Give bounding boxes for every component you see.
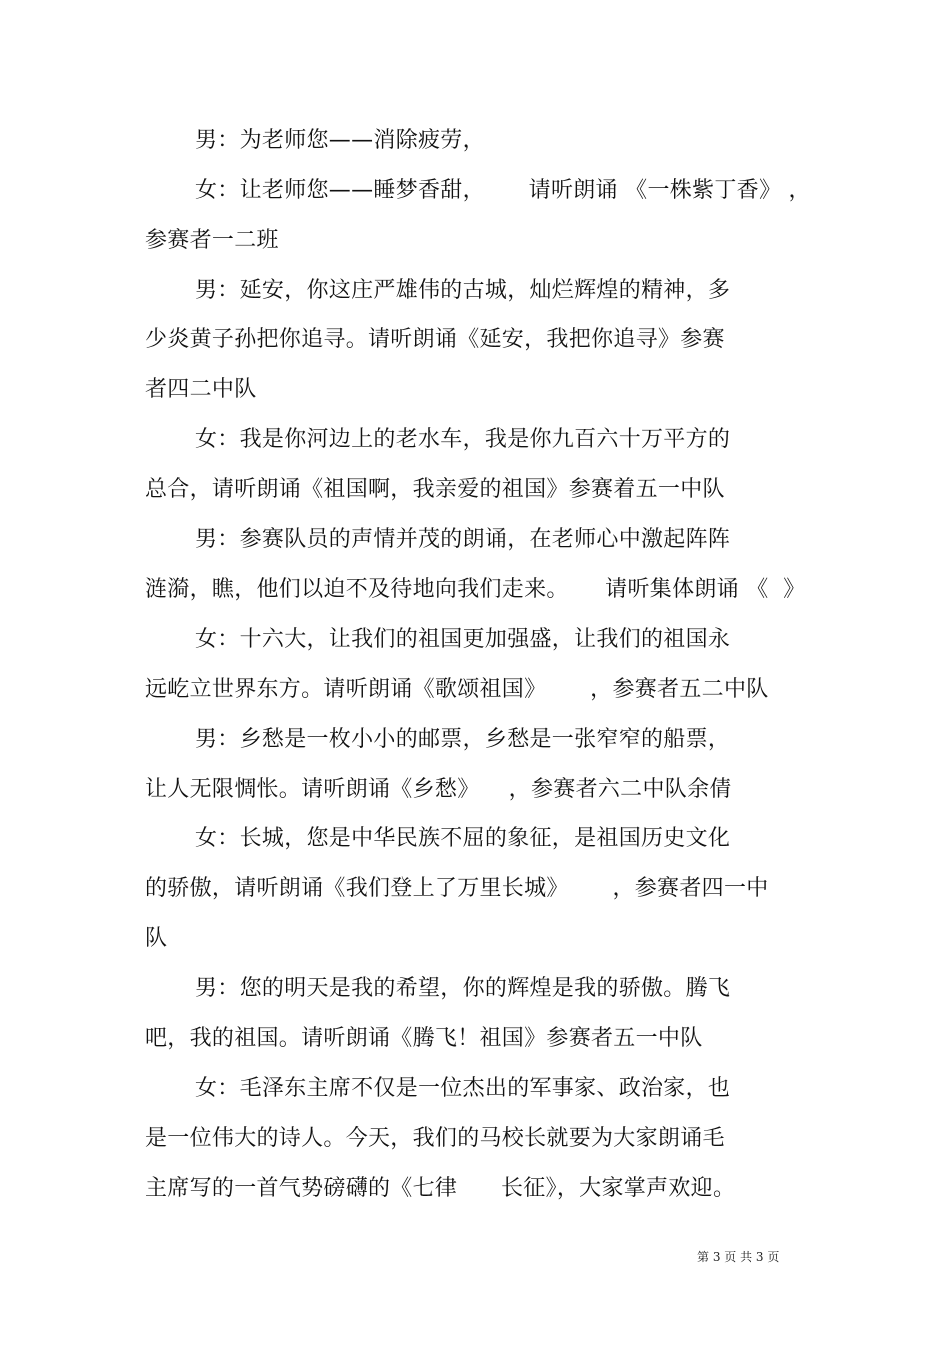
text-line: 男：为老师您——消除疲劳， [195,128,485,153]
text-line: 男：延安，你这庄严雄伟的古城，灿烂辉煌的精神，多 [195,278,731,303]
text-line: 女：我是你河边上的老水车，我是你九百六十万平方的 [195,427,731,452]
text-line: 主席写的一首气势磅礴的《七律 长征》，大家掌声欢迎。 [145,1176,736,1201]
text-line: 远屹立世界东方。请听朗诵《歌颂祖国》 ，参赛者五二中队 [145,677,769,702]
text-line: 者四二中队 [145,377,257,402]
text-line: 少炎黄子孙把你追寻。请听朗诵《延安，我把你追寻》参赛 [145,327,725,352]
text-line: 让人无限惆怅。请听朗诵《乡愁》 ，参赛者六二中队余倩 [145,777,732,802]
text-line: 女：让老师您——睡梦香甜， 请听朗诵 《一株紫丁香》 ， [195,178,811,203]
text-line: 的骄傲，请听朗诵《我们登上了万里长城》 ，参赛者四一中 [145,876,769,901]
text-line: 女：十六大，让我们的祖国更加强盛，让我们的祖国永 [195,627,731,652]
text-line: 涟漪，瞧，他们以迫不及待地向我们走来。 请听集体朗诵 《 》 [145,577,806,602]
text-line: 女：长城，您是中华民族不屈的象征，是祖国历史文化 [195,826,731,851]
text-line: 吧，我的祖国。请听朗诵《腾飞！祖国》参赛者五一中队 [145,1026,703,1051]
text-line: 女：毛泽东主席不仅是一位杰出的军事家、政治家，也 [195,1076,731,1101]
text-line: 男：参赛队员的声情并茂的朗诵，在老师心中激起阵阵 [195,527,731,552]
text-line: 男：乡愁是一枚小小的邮票，乡愁是一张窄窄的船票， [195,727,731,752]
text-line: 参赛者一二班 [145,228,279,253]
text-line: 男：您的明天是我的希望，你的辉煌是我的骄傲。腾飞 [195,976,731,1001]
page-number-footer: 第 3 页 共 3 页 [697,1250,780,1264]
text-line: 是一位伟大的诗人。今天，我们的马校长就要为大家朗诵毛 [145,1126,725,1151]
text-line: 队 [145,926,168,951]
text-line: 总合，请听朗诵《祖国啊，我亲爱的祖国》参赛着五一中队 [145,477,725,502]
